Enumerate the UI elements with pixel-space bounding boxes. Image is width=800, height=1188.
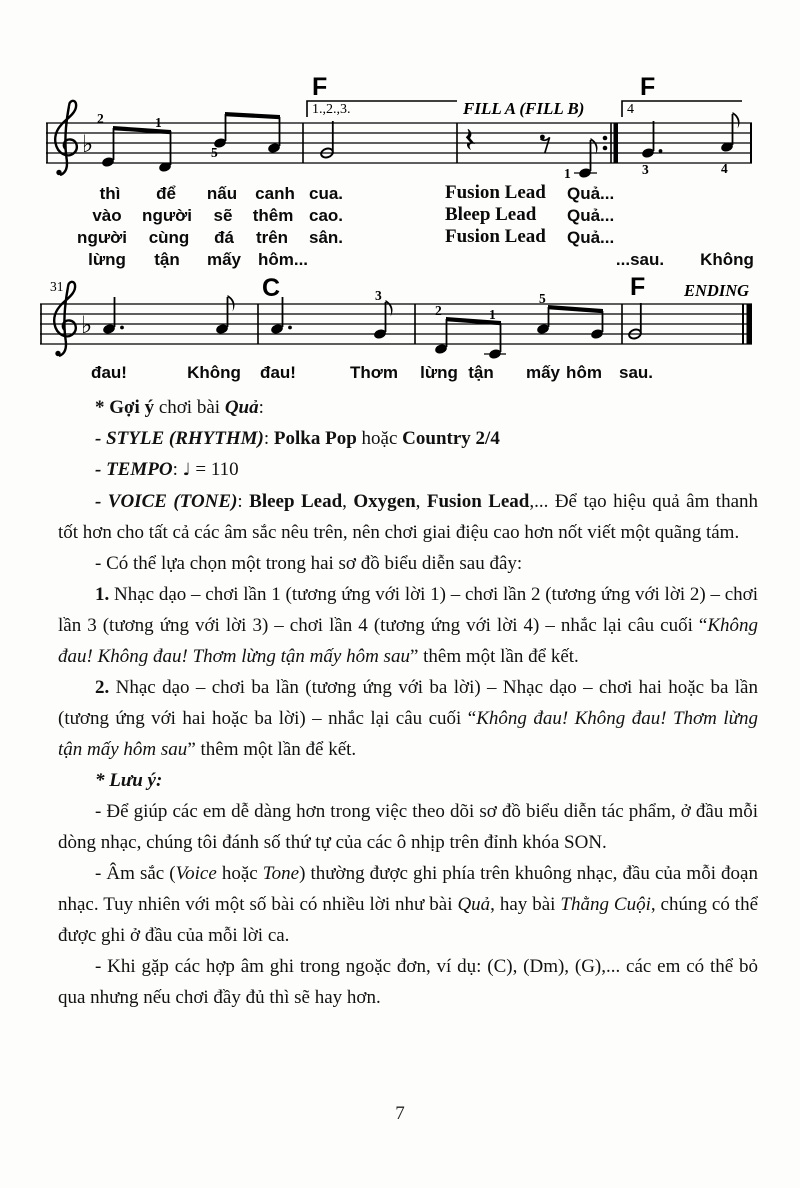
lyric-word: cùng [148,228,190,247]
voice-name: Fusion Lead [445,226,546,247]
pickup-eighth-note [564,138,598,181]
lyric-word: để [156,184,176,203]
lyric-word: sân. [308,228,344,247]
finger-number: 5 [539,291,546,306]
finger-number: 1 [155,115,162,130]
lyric-word: Không [187,363,241,382]
finger-number: 3 [375,288,382,303]
finger-number: 5 [211,145,218,160]
paragraph-tempo: - TEMPO: ♩ = 110 [95,459,239,480]
lyric-word: hôm... [257,250,309,269]
lyric-word: lừng [88,250,126,269]
lyric-word: đau! [260,363,296,382]
fill-label: FILL A (FILL B) [463,99,585,118]
lyric-word: Thơm [350,363,398,382]
lyric-word: cao. [308,206,344,225]
lyric-word: vào [92,206,122,225]
volta-4-notes [641,112,740,177]
lyric-cue: Quả... [567,228,615,247]
measure-number: 31 [50,279,64,294]
finger-number: 3 [642,162,649,177]
voice-name: Fusion Lead [445,182,546,203]
lyric-word: tận [468,363,494,382]
staff-lines [40,304,752,344]
lyric-word: cua. [308,184,344,203]
lyric-word: mấy [206,250,242,269]
lyric-word: canh [255,184,295,203]
lyric-word: ...sau. [615,250,665,269]
lyric-word: hôm [566,363,602,382]
measure-29-notes [97,111,281,173]
flat-sign-icon: ♭ [82,130,94,158]
lyric-word: đau! [91,363,127,382]
paragraph-goi-y: * Gợi ý chơi bài Quả: [95,397,264,418]
measure-33-notes [434,291,604,360]
chord-symbol: F [312,73,328,101]
lyric-word: đá [214,228,234,247]
lyric-word: sẽ [213,206,233,225]
paragraph-note-3: - Khi gặp các hợp âm ghi trong ngoặc đơn, ví dụ: (C), (Dm), (G),... các em có thể bỏ qua nhưng nếu chơi đầy đủ thì sẽ hay hơn. [58,956,758,1008]
voice-name: Bleep Lead [445,204,537,225]
staff-1 [46,73,752,181]
paragraph-plan-1: 1. Nhạc dạo – chơi lần 1 (tương ứng với lời 1) – chơi lần 2 (tương ứng với lời 2) – chơi lần 3 (tương ứng với lời 3) – chơi lần 4 (tương ứng với lời 4) – nhắc lại câu cuối “Không đau! Không đau! Thơm lừng tận mấy hôm sau” thêm một lần để kết. [58,584,758,667]
lyric-word: tận [154,250,180,269]
ending-label: ENDING [684,281,750,300]
lyric-word: Không [700,250,754,269]
lyric-word: sau. [618,363,654,382]
lyric-word: nấu [206,184,238,203]
lyric-word: người [142,206,192,225]
chord-symbol: F [630,273,646,301]
paragraph-plan-2: 2. Nhạc dạo – chơi ba lần (tương ứng với ba lời) – Nhạc dạo – chơi hai hoặc ba lần (tương ứng với hai hoặc ba lời) – nhắc lại câu cuối “Không đau! Không đau! Thơm lừng tận mấy hôm sau” thêm một lần để kết. [58,677,758,760]
treble-clef-icon [55,101,77,175]
finger-number: 2 [97,111,104,126]
chord-symbol: F [640,73,656,101]
paragraph-note-1: - Để giúp các em dễ dàng hơn trong việc theo dõi sơ đồ biểu diễn tác phẩm, ở đầu mỗi dòng nhạc, chúng tôi đánh số thứ tự của các ô nhịp trên đỉnh khóa SON. [58,801,758,853]
finger-number: 4 [721,161,728,176]
lyric-cue: Quả... [567,206,615,225]
lyric-word: thì [99,184,121,203]
instructions-text [58,392,758,1013]
finger-number: 2 [435,303,442,318]
page-number: 7 [395,1103,405,1124]
lyric-word: trên [255,228,289,247]
volta-123-bracket [307,73,457,117]
volta-number: 4 [627,102,634,117]
lyric-word: người [77,228,127,247]
lyric-word: mấy [525,363,561,382]
flat-sign-icon: ♭ [81,311,93,339]
lyric-word: lừng [420,363,458,382]
paragraph-options: - Có thể lựa chọn một trong hai sơ đồ biểu diễn sau đây: [95,553,523,574]
volta-4-bracket [622,73,742,117]
paragraph-voice: - VOICE (TONE): Bleep Lead, Oxygen, Fusion Lead,... Để tạo hiệu quả âm thanh tốt hơn cho tất cả các âm sắc nêu trên, nên chơi giai điệu cao hơn nốt viết một quãng tám. [58,491,759,543]
finger-number: 1 [489,307,496,322]
volta-label: 1.,2.,3. [312,102,351,117]
lyric-word: thêm [252,206,294,225]
lyric-cue: Quả... [567,184,615,203]
paragraph-style: - STYLE (RHYTHM): Polka Pop hoặc Country 2/4 [95,428,500,449]
paragraph-luu-y: * Lưu ý: [95,770,163,791]
chord-symbol: C [262,274,281,302]
finger-number: 1 [564,166,571,181]
measure-31-notes [102,295,235,335]
staff-2 [40,273,752,360]
paragraph-note-2: - Âm sắc (Voice hoặc Tone) thường được ghi phía trên khuông nhạc, đầu của mỗi đoạn nhạc. Tuy nhiên với một số bài có nhiều lời như bài Quả, hay bài Thằng Cuội, chúng có thể được ghi ở đầu của mỗi lời ca. [58,863,758,946]
